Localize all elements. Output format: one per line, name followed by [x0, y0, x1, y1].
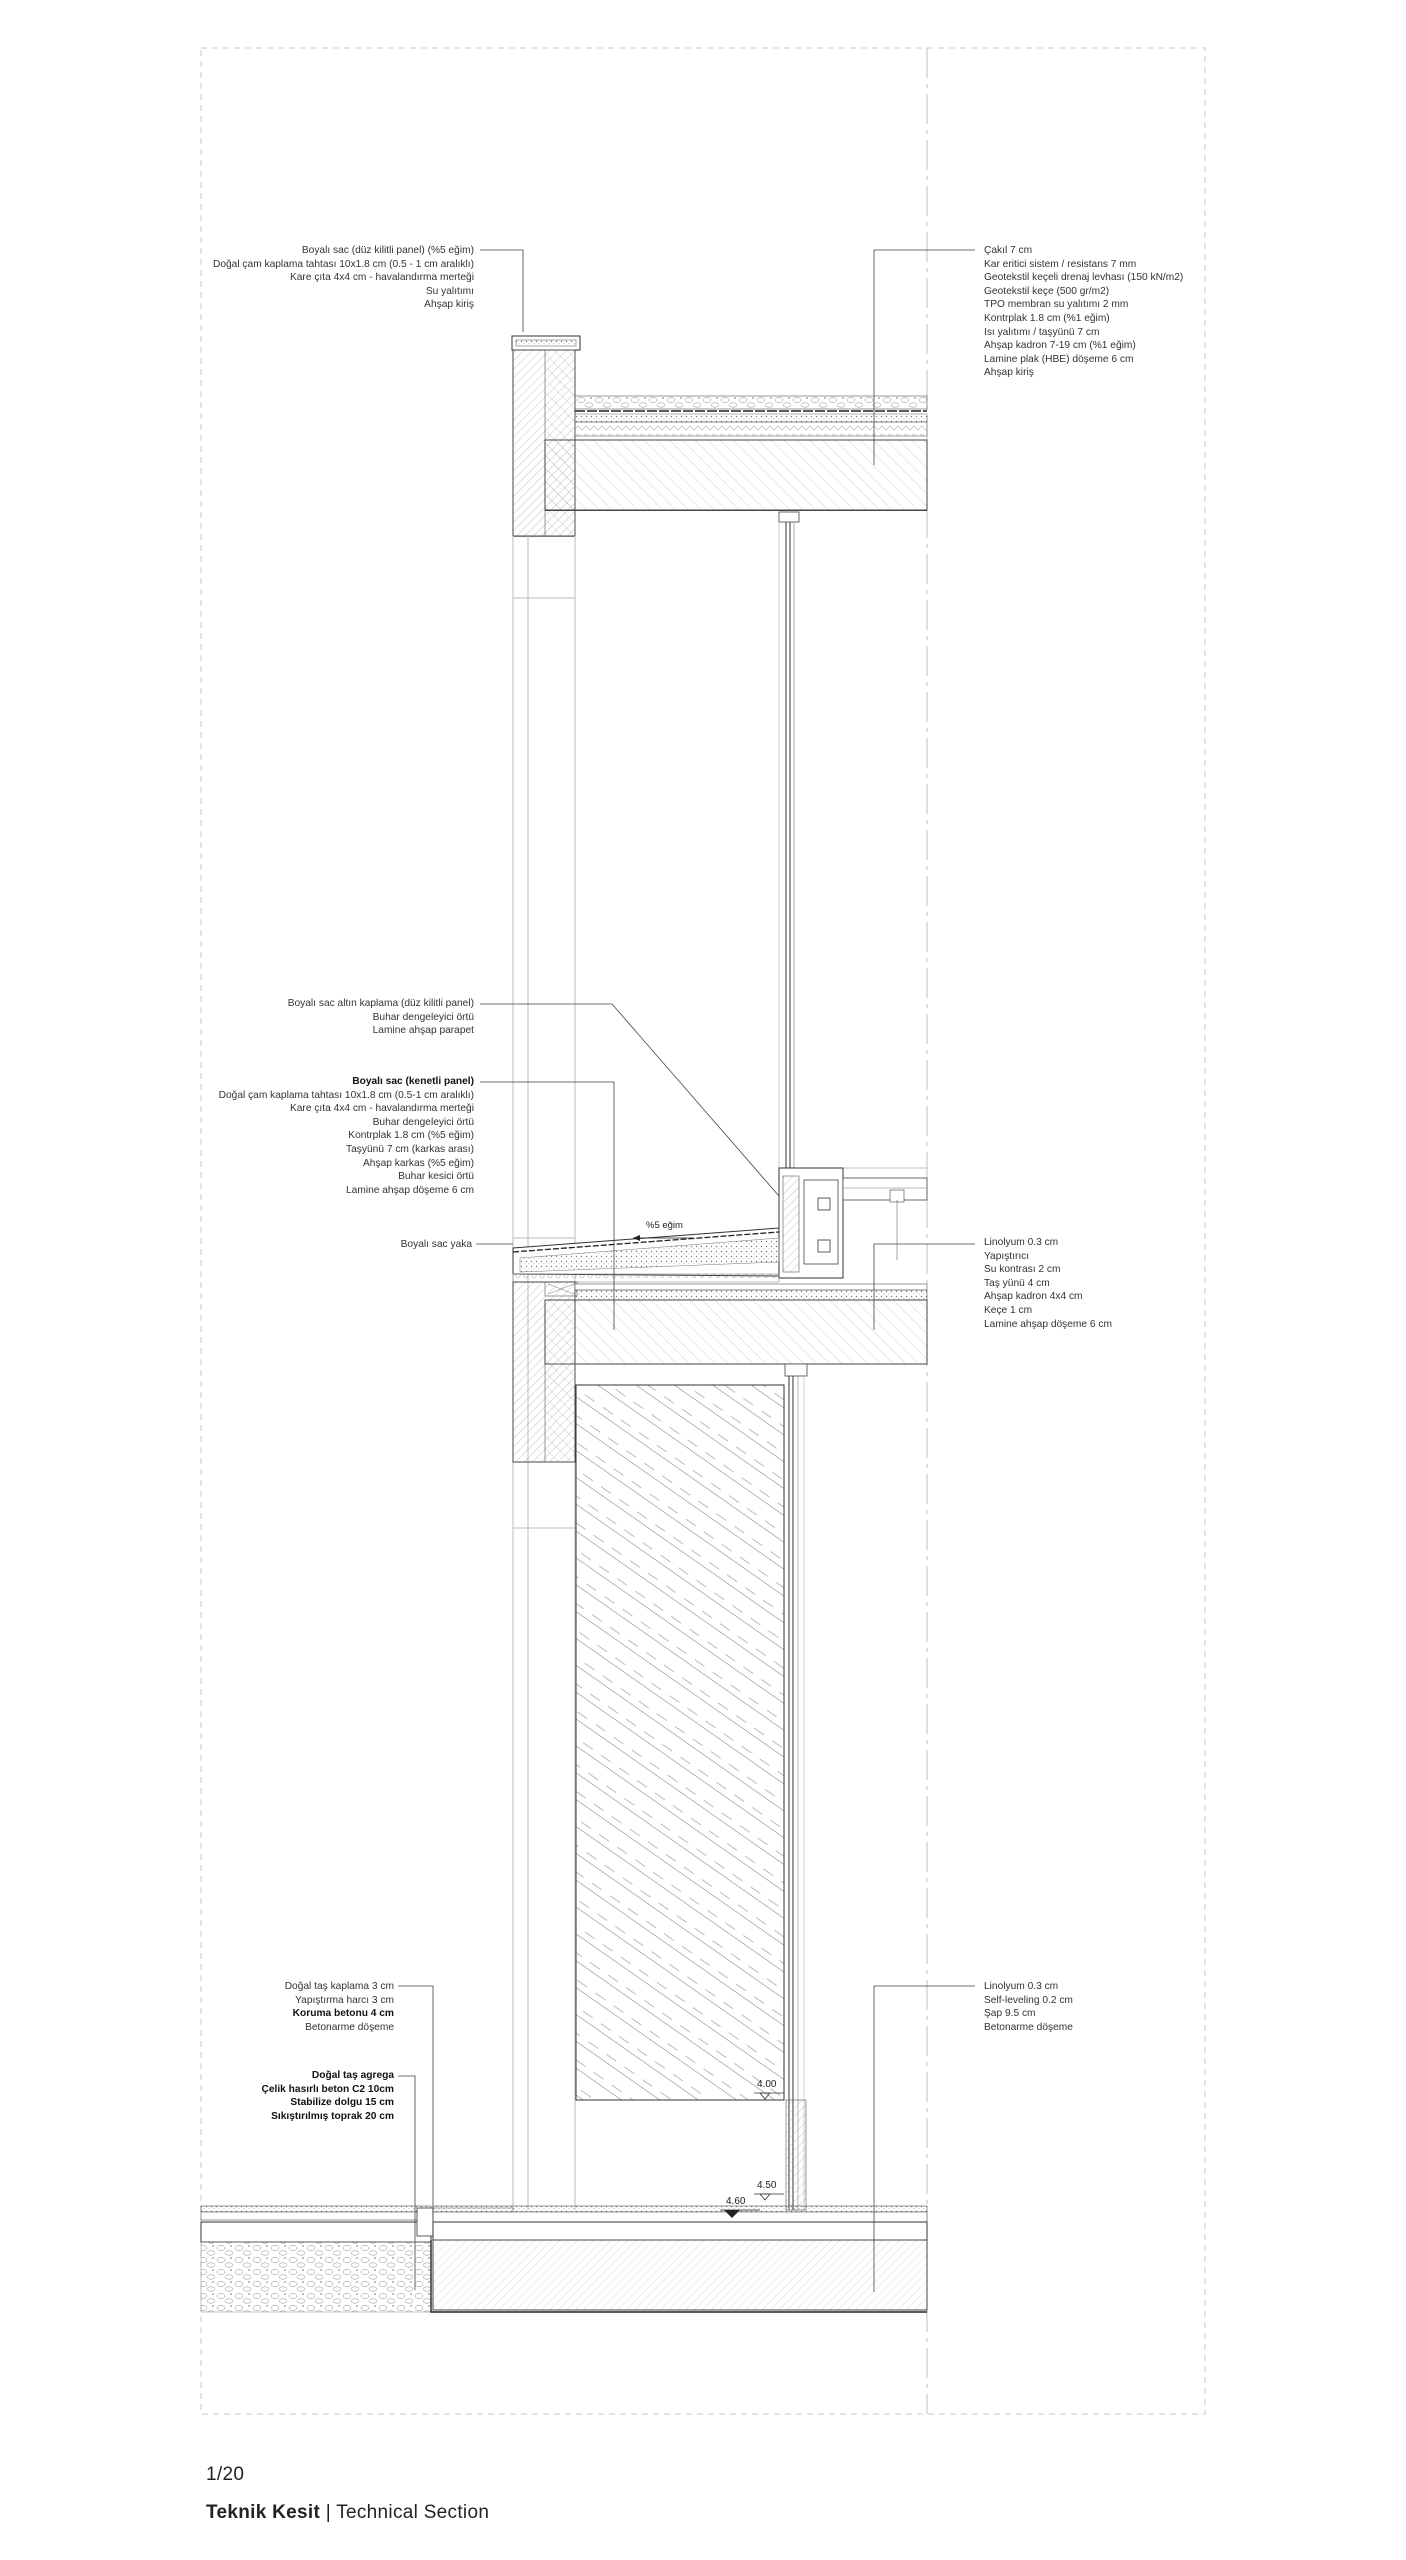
label-line: Kar eritici sistem / resistans 7 mm [984, 258, 1137, 270]
label-line: Ahşap karkas (%5 eğim) [363, 1157, 474, 1169]
label-line: Betonarme döşeme [305, 2021, 394, 2033]
label-line: Şap 9.5 cm [984, 2008, 1036, 2020]
label-line: Doğal taş agrega [311, 2070, 394, 2081]
label-roof-edge [213, 244, 474, 312]
label-line: Buhar dengeleyici örtü [372, 1011, 474, 1023]
label-sill [288, 997, 474, 1038]
lower-glazing [786, 1376, 806, 2210]
label-line: Linolyum 0.3 cm [984, 1237, 1059, 1248]
label-line: Boyalı sac altın kaplama (düz kilitli panel) [287, 998, 474, 1009]
label-line: Doğal çam kaplama tahtası 10x1.8 cm (0.5-1 cm aralıklı) [218, 1089, 474, 1101]
label-line: Linolyum 0.3 cm [984, 1981, 1059, 1992]
label-line: Su kontrası 2 cm [984, 1264, 1061, 1276]
label-line: Ahşap kiriş [424, 299, 474, 311]
label-canopy [219, 1075, 474, 1197]
label-line: Doğal çam kaplama tahtası 10x1.8 cm (0.5 - 1 cm aralıklı) [212, 258, 474, 270]
drawing-scale: 1/20 [206, 2464, 245, 2485]
level-4-50: 4.50 [757, 2180, 777, 2191]
label-line: Kare çıta 4x4 cm - havalandırma merteği [289, 272, 474, 284]
label-line: Lamine ahşap parapet [372, 1025, 474, 1037]
slope-label: %5 eğim [646, 1220, 683, 1231]
label-line: Su yalıtımı [425, 285, 474, 297]
label-line: Geotekstil keçe (500 gr/m2) [984, 285, 1110, 297]
label-line: Kontrplak 1.8 cm (%1 eğim) [984, 312, 1110, 324]
label-line: Boyalı sac (kenetli panel) [352, 1076, 474, 1087]
ground-assembly [201, 2206, 927, 2312]
label-line: Lamine ahşap döşeme 6 cm [984, 1318, 1112, 1330]
label-ground-floor [984, 1980, 1073, 2034]
label-line: Çakıl 7 cm [984, 245, 1033, 256]
label-line: Lamine plak (HBE) döşeme 6 cm [984, 353, 1134, 365]
title-turkish: Teknik Kesit [206, 2502, 321, 2523]
label-collar [401, 1238, 472, 1252]
label-roof [984, 244, 1183, 380]
label-line: Isı yalıtımı / taşyünü 7 cm [984, 326, 1100, 338]
label-line: Doğal taş kaplama 3 cm [284, 1981, 394, 1992]
label-line: Betonarme döşeme [984, 2021, 1073, 2033]
label-line: Keçe 1 cm [984, 1304, 1033, 1316]
title-english: Technical Section [336, 2502, 490, 2523]
label-line: Boyalı sac (düz kilitli panel) (%5 eğim) [301, 245, 474, 256]
label-line: Yapıştırma harcı 3 cm [295, 1994, 394, 2006]
label-ground-base [262, 2069, 395, 2123]
label-line: Kontrplak 1.8 cm (%5 eğim) [348, 1130, 474, 1142]
title-separator: | [325, 2502, 331, 2523]
label-line: Yapıştırıcı [984, 1250, 1030, 1262]
lower-hatched-wall [576, 1385, 784, 2100]
label-line: Taş yünü 4 cm [984, 1277, 1050, 1289]
upper-glazing [779, 512, 799, 1168]
label-line: Buhar dengeleyici örtü [372, 1116, 474, 1128]
label-line: Geotekstil keçeli drenaj levhası (150 kN/m2) [984, 272, 1184, 284]
label-line: Self-leveling 0.2 cm [984, 1994, 1073, 2006]
label-ground-paving [285, 1980, 394, 2034]
label-line: Koruma betonu 4 cm [292, 2008, 394, 2020]
roof-assembly [512, 336, 927, 536]
label-line: Ahşap kadron 7-19 cm (%1 eğim) [984, 340, 1136, 352]
label-line: Buhar kesici örtü [398, 1171, 474, 1183]
level-4-60: 4.60 [726, 2196, 746, 2207]
drawing-title [206, 2502, 489, 2524]
window-sill-frame [779, 1168, 927, 1278]
label-line: TPO membran su yalıtımı 2 mm [984, 299, 1129, 311]
label-line: Taşyünü 7 cm (karkas arası) [346, 1143, 474, 1155]
label-line: Çelik hasırlı beton C2 10cm [261, 2083, 394, 2095]
label-line: Boyalı sac yaka [400, 1239, 472, 1250]
label-line: Sıkıştırılmış toprak 20 cm [271, 2110, 394, 2122]
label-floor [984, 1236, 1112, 1331]
level-4-00: 4.00 [757, 2079, 777, 2090]
label-line: Lamine ahşap döşeme 6 cm [346, 1184, 474, 1196]
label-line: Ahşap kadron 4x4 cm [984, 1291, 1083, 1303]
label-line: Kare çıta 4x4 cm - havalandırma merteği [289, 1103, 474, 1115]
label-line: Stabilize dolgu 15 cm [290, 2097, 394, 2109]
label-line: Ahşap kiriş [984, 367, 1034, 379]
